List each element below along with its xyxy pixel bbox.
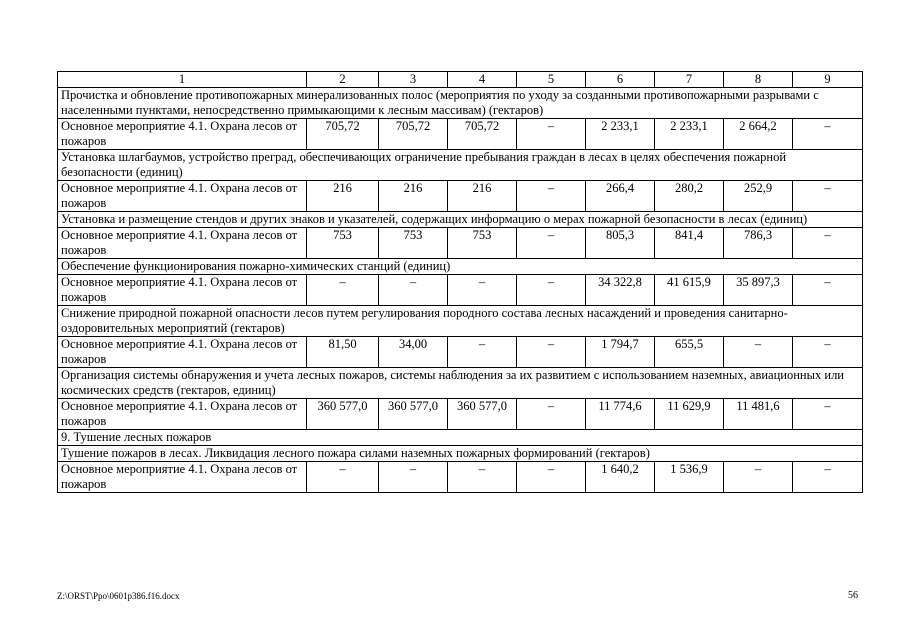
row-label: Основное мероприятие 4.1. Охрана лесов от пожаров [58, 337, 307, 368]
value-cell: 35 897,3 [724, 275, 793, 306]
table-row [58, 337, 863, 368]
value-cell: – [517, 228, 586, 259]
value-cell: 216 [379, 181, 448, 212]
value-cell: 11 774,6 [586, 399, 655, 430]
table-row [58, 462, 863, 493]
value-cell: 705,72 [448, 119, 517, 150]
row-label: Основное мероприятие 4.1. Охрана лесов от пожаров [58, 275, 307, 306]
value-cell: – [448, 337, 517, 368]
value-cell: 34,00 [379, 337, 448, 368]
table-row [58, 275, 863, 306]
section-title: Снижение природной пожарной опасности лесов путем регулирования породного состава лесных насаждений и проведения санитарно-оздоровительных мероприятий (гектаров) [58, 306, 863, 337]
row-label: Основное мероприятие 4.1. Охрана лесов от пожаров [58, 462, 307, 493]
section-title: Обеспечение функционирования пожарно-химических станций (единиц) [58, 259, 863, 275]
value-cell: 11 481,6 [724, 399, 793, 430]
page-number: 56 [848, 590, 858, 601]
header-cell: 9 [793, 72, 863, 88]
value-cell: – [724, 462, 793, 493]
header-row [58, 72, 863, 88]
section-title: Организация системы обнаружения и учета лесных пожаров, системы наблюдения за их развитием с использованием наземных, авиационных или космических средств (гектаров, единиц) [58, 368, 863, 399]
header-cell: 7 [655, 72, 724, 88]
value-cell: 753 [379, 228, 448, 259]
section-row [58, 88, 863, 119]
value-cell: 280,2 [655, 181, 724, 212]
table-row [58, 181, 863, 212]
value-cell: 1 794,7 [586, 337, 655, 368]
value-cell: 705,72 [307, 119, 379, 150]
value-cell: 360 577,0 [379, 399, 448, 430]
section-title: Прочистка и обновление противопожарных минерализованных полос (мероприятия по уходу за созданными противопожарными разрывами с населенными пунктами, непосредственно примыкающими к лесным массивам) (гектаров) [58, 88, 863, 119]
section-row [58, 306, 863, 337]
value-cell: – [448, 275, 517, 306]
value-cell: 34 322,8 [586, 275, 655, 306]
value-cell: – [517, 337, 586, 368]
header-cell: 4 [448, 72, 517, 88]
header-cell: 5 [517, 72, 586, 88]
value-cell: 252,9 [724, 181, 793, 212]
value-cell: – [517, 275, 586, 306]
value-cell: – [724, 337, 793, 368]
value-cell: 11 629,9 [655, 399, 724, 430]
header-cell: 2 [307, 72, 379, 88]
section-row [58, 446, 863, 462]
value-cell: 360 577,0 [307, 399, 379, 430]
value-cell: – [517, 119, 586, 150]
value-cell: 81,50 [307, 337, 379, 368]
value-cell: – [307, 275, 379, 306]
value-cell: 2 233,1 [586, 119, 655, 150]
section-row [58, 212, 863, 228]
table-body [58, 72, 863, 493]
value-cell: – [793, 119, 863, 150]
section-row [58, 368, 863, 399]
section-row [58, 259, 863, 275]
value-cell: – [793, 228, 863, 259]
header-cell: 3 [379, 72, 448, 88]
value-cell: 753 [307, 228, 379, 259]
value-cell: – [793, 181, 863, 212]
header-cell: 1 [58, 72, 307, 88]
table-row [58, 119, 863, 150]
value-cell: 655,5 [655, 337, 724, 368]
section-title: Установка шлагбаумов, устройство преград, обеспечивающих ограничение пребывания граждан в лесах в целях обеспечения пожарной безопасности (единиц) [58, 150, 863, 181]
value-cell: 786,3 [724, 228, 793, 259]
value-cell: 41 615,9 [655, 275, 724, 306]
value-cell: – [448, 462, 517, 493]
section-row [58, 430, 863, 446]
footer-file-path: Z:\ORST\Ppo\0601p386.f16.docx [57, 591, 180, 601]
value-cell: – [379, 462, 448, 493]
section-title: Установка и размещение стендов и других знаков и указателей, содержащих информацию о мерах пожарной безопасности в лесах (единиц) [58, 212, 863, 228]
section-title: Тушение пожаров в лесах. Ликвидация лесного пожара силами наземных пожарных формирований (гектаров) [58, 446, 863, 462]
value-cell: 216 [448, 181, 517, 212]
header-cell: 6 [586, 72, 655, 88]
row-label: Основное мероприятие 4.1. Охрана лесов от пожаров [58, 228, 307, 259]
value-cell: – [517, 181, 586, 212]
value-cell: 2 233,1 [655, 119, 724, 150]
value-cell: 360 577,0 [448, 399, 517, 430]
value-cell: 705,72 [379, 119, 448, 150]
value-cell: 805,3 [586, 228, 655, 259]
value-cell: 841,4 [655, 228, 724, 259]
value-cell: 266,4 [586, 181, 655, 212]
value-cell: – [517, 399, 586, 430]
section-row [58, 150, 863, 181]
row-label: Основное мероприятие 4.1. Охрана лесов от пожаров [58, 181, 307, 212]
value-cell: – [517, 462, 586, 493]
value-cell: – [307, 462, 379, 493]
row-label: Основное мероприятие 4.1. Охрана лесов от пожаров [58, 399, 307, 430]
value-cell: 216 [307, 181, 379, 212]
section-title: 9. Тушение лесных пожаров [58, 430, 863, 446]
table-row [58, 228, 863, 259]
value-cell: – [379, 275, 448, 306]
value-cell: 1 640,2 [586, 462, 655, 493]
value-cell: – [793, 399, 863, 430]
value-cell: – [793, 462, 863, 493]
row-label: Основное мероприятие 4.1. Охрана лесов от пожаров [58, 119, 307, 150]
data-table [57, 71, 863, 493]
value-cell: – [793, 337, 863, 368]
value-cell: 753 [448, 228, 517, 259]
value-cell: – [793, 275, 863, 306]
header-cell: 8 [724, 72, 793, 88]
value-cell: 2 664,2 [724, 119, 793, 150]
table-row [58, 399, 863, 430]
value-cell: 1 536,9 [655, 462, 724, 493]
